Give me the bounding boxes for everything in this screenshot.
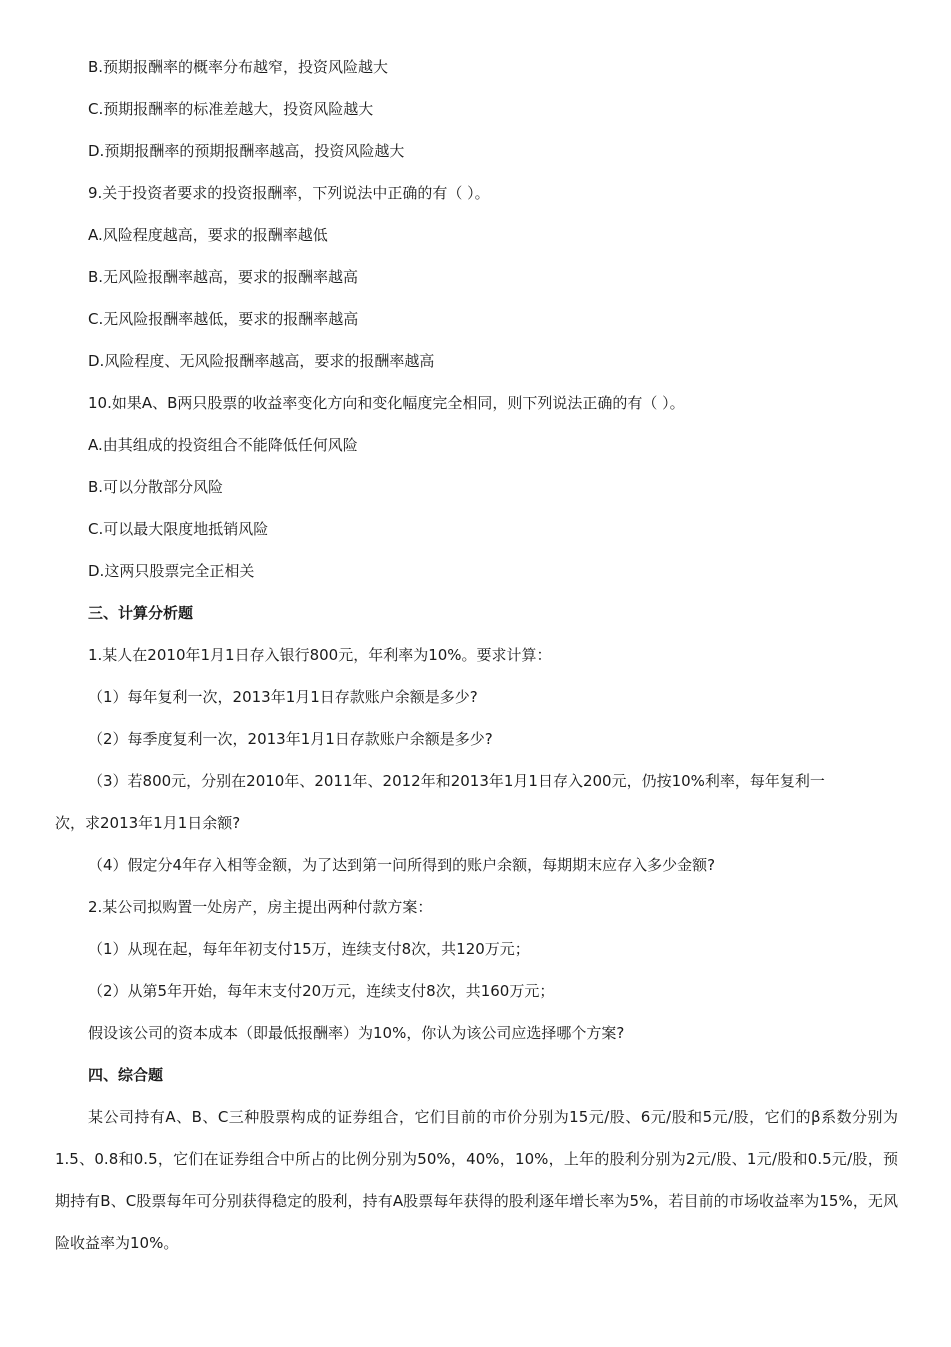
calc-question-2: 2.某公司拟购置一处房产，房主提出两种付款方案： <box>88 898 433 916</box>
question-10: 10.如果A、B两只股票的收益率变化方向和变化幅度完全相同，则下列说法正确的有（ ）。 <box>88 394 685 412</box>
calc-q2-plan-2: （2）从第5年开始，每年末支付20万元，连续支付8次，共160万元； <box>88 982 555 1000</box>
q10-option-b: B.可以分散部分风险 <box>88 478 224 496</box>
calc-q1-part-4: （4）假定分4年存入相等金额，为了达到第一问所得到的账户余额，每期期末应存入多少金额? <box>88 856 716 874</box>
q9-option-b: B.无风险报酬率越高，要求的报酬率越高 <box>88 268 359 286</box>
calc-q1-part-3: （3）若800元，分别在2010年、2011年、2012年和2013年1月1日存入200元，仍按10%利率，每年复利一 <box>88 772 825 790</box>
q9-option-d: D.风险程度、无风险报酬率越高，要求的报酬率越高 <box>88 352 435 370</box>
section-heading-calculation: 三、计算分析题 <box>88 604 194 622</box>
option-d-line: D.预期报酬率的预期报酬率越高，投资风险越大 <box>88 142 405 160</box>
calc-q2-question: 假设该公司的资本成本（即最低报酬率）为10%，你认为该公司应选择哪个方案? <box>88 1024 625 1042</box>
section-heading-comprehensive: 四、综合题 <box>88 1066 164 1084</box>
q10-option-d: D.这两只股票完全正相关 <box>88 562 255 580</box>
q10-option-c: C.可以最大限度地抵销风险 <box>88 520 269 538</box>
calc-question-1: 1.某人在2010年1月1日存入银行800元，年利率为10%。要求计算： <box>88 646 552 664</box>
comprehensive-paragraph: 某公司持有A、B、C三种股票构成的证券组合，它们目前的市价分别为15元/股、6元/股和5元/股，它们的β系数分别为1.5、0.8和0.5，它们在证券组合中所占的比例分别为50%，40%，10%，上年的股利分别为2元/股、1元/股和0.5元/股，预期持有B、C股票每年可分别获得稳定的股利，持有A股票每年获得的股利逐年增长率为5%，若目前的市场收益率为15%，无风险收益率为10%。 <box>55 1108 898 1252</box>
question-9: 9.关于投资者要求的投资报酬率，下列说法中正确的有（ ）。 <box>88 184 490 202</box>
calc-q2-plan-1: （1）从现在起，每年年初支付15万，连续支付8次，共120万元； <box>88 940 530 958</box>
q9-option-a: A.风险程度越高，要求的报酬率越低 <box>88 226 328 244</box>
option-c-line: C.预期报酬率的标准差越大，投资风险越大 <box>88 100 374 118</box>
calc-q1-part-1: （1）每年复利一次，2013年1月1日存款账户余额是多少? <box>88 688 478 706</box>
option-b-line: B.预期报酬率的概率分布越窄，投资风险越大 <box>88 58 389 76</box>
calc-q1-part-2: （2）每季度复利一次，2013年1月1日存款账户余额是多少? <box>88 730 493 748</box>
calc-q1-part-3-continued: 次，求2013年1月1日余额? <box>55 814 241 832</box>
q10-option-a: A.由其组成的投资组合不能降低任何风险 <box>88 436 358 454</box>
q9-option-c: C.无风险报酬率越低，要求的报酬率越高 <box>88 310 359 328</box>
